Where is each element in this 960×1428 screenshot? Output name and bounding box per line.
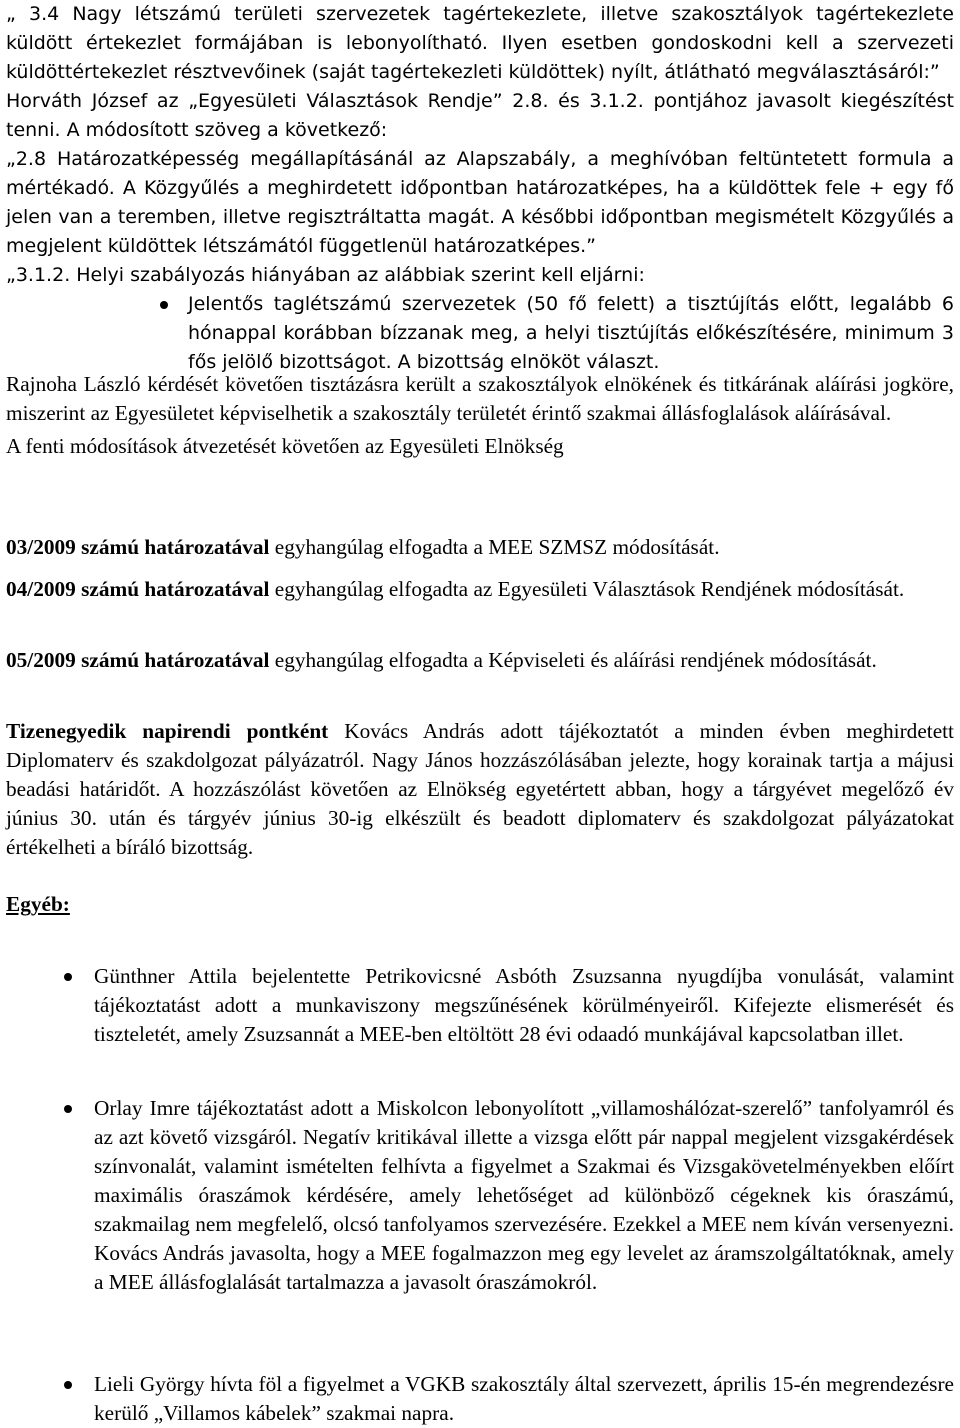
quoted-paragraph-2-8: „2.8 Határozatképesség megállapításánál az Alapszabály, a meghívóban feltüntetett formula a mértékadó. A Közgyűlés a meghirdetett időpontban határozatképes, ha a küldöttek fele + egy fő jelen van a teremben, illetve regisztráltatta magát. A későbbi időpontban megismételt Közgyűlés a megjelent küldöttek létszámától függetlenül határozatképes.” — [6, 148, 954, 257]
resolution-number: 03/2009 számú határozatával — [6, 535, 270, 559]
resolution-05-2009 — [0, 646, 954, 675]
eleventh-agenda-item — [0, 717, 954, 862]
minutes-section — [0, 370, 954, 461]
bullet-icon — [160, 301, 168, 309]
quoted-paragraph-3-4: „ 3.4 Nagy létszámú területi szervezetek tagértekezlete, illetve szakosztályok tagértekezlete küldött értekezlet formájában is lebonyolítható. Ilyen esetben gondoskodni kell a szervezeti küldöttértekezlet résztvevőinek (saját tagértekezleti küldöttek) nyílt, átlátható megválasztásáról:” — [6, 3, 954, 83]
proposal-paragraph: Horváth József az „Egyesületi Választások Rendje” 2.8. és 3.1.2. pontjához javasolt kiegészítést tenni. A módosított szöveg a következő: — [6, 90, 954, 141]
other-heading: Egyéb: — [6, 892, 70, 916]
committee-bullet-text: Jelentős taglétszámú szervezetek (50 fő felett) a tisztújítás előtt, legalább 6 hónappal korábban bízzanak meg, a helyi tisztújítás előkészítésére, minimum 3 fős jelölő bizottságot. A bizottság elnököt választ. — [188, 293, 954, 373]
resolution-text: egyhangúlag elfogadta a MEE SZMSZ módosítását. — [269, 535, 720, 559]
list-item-text: Orlay Imre tájékoztatást adott a Miskolcon lebonyolított „villamoshálózat-szerelő” tanfolyamról és az azt követő vizsgáról. Negatív kritikával illette a vizsga előtt pár nappal megjelent vizsgakérdések színvonalát, valamint ismételten felhívta a figyelmet a Szakmai és Vizsgakövetelményekben előírt maximális óraszámok kérdésére, amely lehetőséget ad különböző cégeknek kis óraszámú, szakmailag nem megfelelő, olcsó tanfolyamos szervezésére. Ezekkel a MEE nem kíván versenyezni. Kovács András javasolta, hogy a MEE fogalmazzon meg egy levelet az áramszolgáltatóknak, amely a MEE állásfoglalását tartalmazza a javasolt óraszámokról. — [94, 1096, 954, 1294]
resolution-04-2009 — [0, 575, 954, 604]
amendment-section — [0, 0, 954, 377]
bullet-icon — [64, 1105, 72, 1113]
bullet-icon — [64, 1381, 72, 1389]
resolution-03-2009 — [0, 533, 954, 562]
agenda-heading: Tizenegyedik napirendi pontként — [6, 719, 329, 743]
resolution-number: 05/2009 számú határozatával — [6, 648, 270, 672]
signature-rights-paragraph: Rajnoha László kérdését követően tisztázásra került a szakosztályok elnökének és titkárának aláírási jogköre, miszerint az Egyesületet képviselhetik a szakosztály területét érintő szakmai állásfoglalások aláírásával. — [6, 372, 954, 425]
presidency-intro: A fenti módosítások átvezetését követően az Egyesületi Elnökség — [6, 434, 564, 458]
resolution-text: egyhangúlag elfogadta a Képviseleti és aláírási rendjének módosítását. — [269, 648, 877, 672]
resolution-number: 04/2009 számú határozatával — [6, 577, 270, 601]
committee-bullet-item — [0, 290, 954, 377]
list-item-text: Günthner Attila bejelentette Petrikovicsné Asbóth Zsuzsanna nyugdíjba vonulását, valamint tájékoztatást adott a munkaviszony megszűnésének körülményeiről. Kifejezte elismerését és tiszteletét, amely Zsuzsannát a MEE-ben eltöltött 28 évi odaadó munkájával kapcsolatban illet. — [94, 964, 954, 1046]
list-item-text: Lieli György hívta föl a figyelmet a VGKB szakosztály által szervezett, április 15-én megrendezésre kerülő „Villamos kábelek” szakmai napra. — [94, 1372, 954, 1425]
resolution-text: egyhangúlag elfogadta az Egyesületi Választások Rendjének módosítását. — [269, 577, 905, 601]
quoted-paragraph-3-1-2: „3.1.2. Helyi szabályozás hiányában az alábbiak szerint kell eljárni: — [6, 264, 645, 286]
agenda-text: Kovács András adott tájékoztatót a minden évben meghirdetett Diplomaterv és szakdolgozat pályázatról. Nagy János hozzászólásában jelezte, hogy korainak tartja a májusi beadási határidőt. A hozzászólást követően az Elnökség egyetértett abban, hogy a tárgyévet megelőző év június 30. után és tárgyév június 30-ig elkészült és beadott diplomaterv és szakdolgozat pályázatokat értékelheti a bíráló bizottság. — [6, 719, 954, 859]
bullet-icon — [64, 973, 72, 981]
